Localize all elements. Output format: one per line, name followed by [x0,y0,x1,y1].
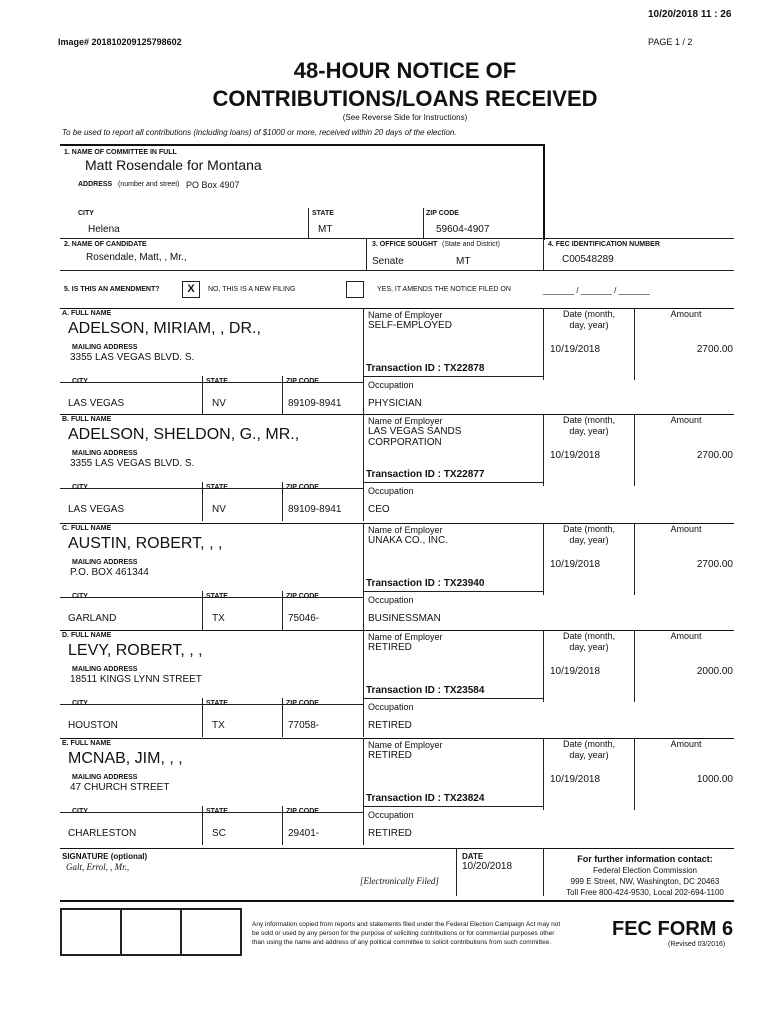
date-label: Date (month, [562,739,616,749]
contribution-state-divider [202,376,203,415]
mailing-address-label: MAILING ADDRESS [72,450,138,457]
contribution-zip-divider [282,806,283,845]
contribution-employer-divider [363,523,364,630]
contributor-city: LAS VEGAS [68,504,125,515]
contributor-zip: 29401- [288,828,320,839]
amended-date-placeholder: _______ / _______ / _______ [543,286,650,295]
committee-zip: 59604-4907 [436,224,490,235]
committee-state-label: STATE [312,210,334,217]
amendment-yes-checkbox[interactable] [346,281,364,298]
contributor-employer: RETIRED [368,750,412,761]
contributor-zip-label: ZIP CODE [286,378,319,385]
instruction-line: To be used to report all contributions (including loans) of $1000 or more, received within 20 days of the election. [62,128,457,137]
contributor-state: NV [212,398,226,409]
office-use-divider-2 [180,908,182,956]
contributor-occupation: CEO [368,504,390,515]
contribution-zip-divider [282,591,283,630]
occupation-label: Occupation [368,486,414,496]
electronically-filed: [Electronically Filed] [360,876,439,886]
contribution-amount-divider [634,738,635,810]
contributor-zip-label: ZIP CODE [286,700,319,707]
revised-date: (Revised 03/2016) [668,941,726,948]
signature-name: Galt, Errol, , Mr., [66,862,130,872]
date-label-line2: day, year) [569,750,609,760]
contributor-address: 47 CHURCH STREET [70,782,170,793]
committee-state-divider [308,208,309,238]
contributor-state-label: STATE [206,700,228,707]
amendment-no-checkbox[interactable]: X [182,281,200,298]
footer-top-rule [60,900,734,902]
contributor-address: 18511 KINGS LYNN STREET [70,674,202,685]
contribution-employer-divider [363,738,364,845]
contributor-state-label: STATE [206,378,228,385]
page-number: PAGE 1 / 2 [648,37,693,47]
contribution-amount-divider [634,523,635,595]
date-label-line2: day, year) [569,535,609,545]
contributor-state: TX [212,720,225,731]
footer-notice-line3: than using the name and address of any political committee to solicit contributions from such committee. [252,939,552,946]
contributor-letter-label: C. FULL NAME [62,525,112,532]
contributor-city-label: CITY [72,593,88,600]
contributor-occupation: RETIRED [368,720,412,731]
date-label-line2: day, year) [569,642,609,652]
mailing-address-label: MAILING ADDRESS [72,774,138,781]
contributor-city: CHARLESTON [68,828,137,839]
committee-zip-label: ZIP CODE [426,210,459,217]
transaction-id: Transaction ID : TX22878 [366,363,485,374]
contributor-state-label: STATE [206,808,228,815]
mailing-address-label: MAILING ADDRESS [72,666,138,673]
amendment-label: 5. IS THIS AN AMENDMENT? [64,286,160,293]
contributor-zip: 89109-8941 [288,504,342,515]
contribution-occupation-rule [363,482,543,483]
fec-id-divider [543,238,544,270]
committee-state: MT [318,224,333,235]
amendment-no-label: NO, THIS IS A NEW FILING [208,286,296,293]
contributor-zip: 89109-8941 [288,398,342,409]
committee-top-rule [60,144,544,146]
contribution-date: 10/19/2018 [550,559,601,570]
committee-name: Matt Rosendale for Montana [85,157,262,173]
contributor-state-label: STATE [206,593,228,600]
contribution-date: 10/19/2018 [550,774,601,785]
employer-label: Name of Employer [368,740,443,750]
signature-label: SIGNATURE (optional) [62,852,148,861]
contributor-city-label: CITY [72,484,88,491]
contact-line3: Toll Free 800-424-9530, Local 202-694-1100 [566,888,724,897]
candidate-top-rule [60,238,734,239]
contributor-zip-label: ZIP CODE [286,808,319,815]
transaction-id: Transaction ID : TX22877 [366,469,485,480]
signature-date-divider [456,848,457,896]
footer-notice-line1: Any information copied from reports and statements filed under the Federal Election Campaign Act may not [252,921,561,928]
signature-date-label: DATE [462,852,484,861]
contribution-amount: 2700.00 [696,559,733,570]
occupation-label: Occupation [368,702,414,712]
fec-id: C00548289 [562,254,614,265]
employer-label: Name of Employer [368,525,443,535]
contributor-occupation: PHYSICIAN [368,398,422,409]
amount-label: Amount [670,524,702,534]
contributor-city: HOUSTON [68,720,118,731]
contributor-employer: LAS VEGAS SANDS [368,426,462,437]
contributor-zip-label: ZIP CODE [286,484,319,491]
contributor-state: NV [212,504,226,515]
transaction-id: Transaction ID : TX23940 [366,578,485,589]
contact-divider [543,848,544,896]
amount-label: Amount [670,415,702,425]
office-state: MT [456,256,471,267]
date-label: Date (month, [562,309,616,319]
signature-date: 10/20/2018 [462,861,513,872]
contributor-city: LAS VEGAS [68,398,125,409]
timestamp: 10/20/2018 11 : 26 [648,9,732,20]
contribution-date: 10/19/2018 [550,450,601,461]
contact-line1: Federal Election Commission [592,866,698,875]
occupation-label: Occupation [368,595,414,605]
footer-notice-line2: be sold or used by any person for the purpose of soliciting contributions or for commercial purposes other [252,930,555,937]
contributor-employer: UNAKA CO., INC. [368,535,449,546]
amendment-yes-label: YES, IT AMENDS THE NOTICE FILED ON [377,286,511,293]
contributor-city-label: CITY [72,700,88,707]
office-sought-sublabel: (State and District) [442,241,500,248]
contribution-date: 10/19/2018 [550,666,601,677]
committee-name-label: 1. NAME OF COMMITTEE IN FULL [64,149,177,156]
contributor-name: MCNAB, JIM, , , [68,750,183,767]
contribution-amount: 1000.00 [696,774,733,785]
signature-top-rule [60,848,734,849]
transaction-id: Transaction ID : TX23824 [366,793,485,804]
amount-label: Amount [670,631,702,641]
contribution-occupation-rule [363,806,543,807]
committee-city: Helena [88,224,120,235]
contribution-amount-divider [634,414,635,486]
contributor-address: 3355 LAS VEGAS BLVD. S. [70,352,195,363]
contribution-employer-divider [363,414,364,521]
contributor-city: GARLAND [68,613,117,624]
committee-city-label: CITY [78,210,94,217]
contribution-zip-divider [282,376,283,415]
contributor-state: SC [212,828,226,839]
contributor-occupation: RETIRED [368,828,412,839]
image-number: Image# 201810209125798602 [58,37,182,47]
contributor-address: P.O. BOX 461344 [70,567,149,578]
contributor-zip-label: ZIP CODE [286,593,319,600]
contribution-state-divider [202,482,203,521]
contributor-name: AUSTIN, ROBERT, , , [68,535,223,552]
office-use-box [60,908,242,956]
contributor-employer: RETIRED [368,642,412,653]
contributor-occupation: BUSINESSMAN [368,613,441,624]
fec-id-label: 4. FEC IDENTIFICATION NUMBER [548,241,660,248]
contribution-amount-divider [634,308,635,380]
office-divider [366,238,367,270]
contribution-zip-divider [282,698,283,737]
date-label-line2: day, year) [569,426,609,436]
candidate-bottom-rule [60,270,734,271]
contribution-zip-divider [282,482,283,521]
contribution-state-divider [202,806,203,845]
date-label: Date (month, [562,524,616,534]
date-label-line2: day, year) [569,320,609,330]
contribution-occupation-rule [363,591,543,592]
occupation-label: Occupation [368,810,414,820]
contributor-address: 3355 LAS VEGAS BLVD. S. [70,458,195,469]
contribution-employer-divider [363,308,364,415]
contribution-occupation-rule [363,376,543,377]
employer-label: Name of Employer [368,632,443,642]
date-label: Date (month, [562,415,616,425]
contribution-amount: 2000.00 [696,666,733,677]
amount-label: Amount [670,309,702,319]
committee-address-sublabel: (number and street) [118,181,180,188]
candidate-name-label: 2. NAME OF CANDIDATE [64,241,147,248]
mailing-address-label: MAILING ADDRESS [72,344,138,351]
contributor-zip: 75046- [288,613,320,624]
office-sought-label: 3. OFFICE SOUGHT [372,241,438,248]
contributor-state-label: STATE [206,484,228,491]
contributor-employer: SELF-EMPLOYED [368,320,452,331]
contributor-zip: 77058- [288,720,320,731]
footer-notice [252,920,560,947]
occupation-label: Occupation [368,380,414,390]
office-sought: Senate [372,256,404,267]
contribution-amount: 2700.00 [696,450,733,461]
committee-address-label: ADDRESS [78,181,113,188]
amount-label: Amount [670,739,702,749]
contribution-amount: 2700.00 [696,344,733,355]
employer-label: Name of Employer [368,310,443,320]
committee-right-rule [543,144,545,240]
contributor-letter-label: E. FULL NAME [62,740,111,747]
contributor-city-label: CITY [72,808,88,815]
contribution-amount-divider [634,630,635,702]
fec-form-number: FEC FORM 6 [612,918,734,940]
committee-address: PO Box 4907 [186,180,240,190]
contact-title: For further information contact: [577,854,713,864]
see-reverse-note: (See Reverse Side for Instructions) [342,113,468,122]
contributor-letter-label: D. FULL NAME [62,632,112,639]
contributor-employer-line2: CORPORATION [368,437,442,448]
contributor-letter-label: A. FULL NAME [62,310,112,317]
contribution-date: 10/19/2018 [550,344,601,355]
contributor-city-label: CITY [72,378,88,385]
contributor-letter-label: B. FULL NAME [62,416,112,423]
contributor-name: ADELSON, SHELDON, G., MR., [68,426,300,443]
employer-label: Name of Employer [368,416,443,426]
contribution-state-divider [202,698,203,737]
office-use-divider-1 [120,908,122,956]
contributor-name: LEVY, ROBERT, , , [68,642,203,659]
mailing-address-label: MAILING ADDRESS [72,559,138,566]
committee-zip-divider [423,208,424,238]
form-title-line1: 48-HOUR NOTICE OF [293,58,517,83]
contribution-state-divider [202,591,203,630]
contribution-employer-divider [363,630,364,737]
transaction-id: Transaction ID : TX23584 [366,685,485,696]
date-label: Date (month, [562,631,616,641]
contact-line2: 999 E Street, NW, Washington, DC 20463 [570,877,720,886]
form-title-line2: CONTRIBUTIONS/LOANS RECEIVED [212,86,598,111]
candidate-name: Rosendale, Matt, , Mr., [86,252,187,263]
contributor-state: TX [212,613,225,624]
contributor-name: ADELSON, MIRIAM, , DR., [68,320,261,337]
contribution-occupation-rule [363,698,543,699]
